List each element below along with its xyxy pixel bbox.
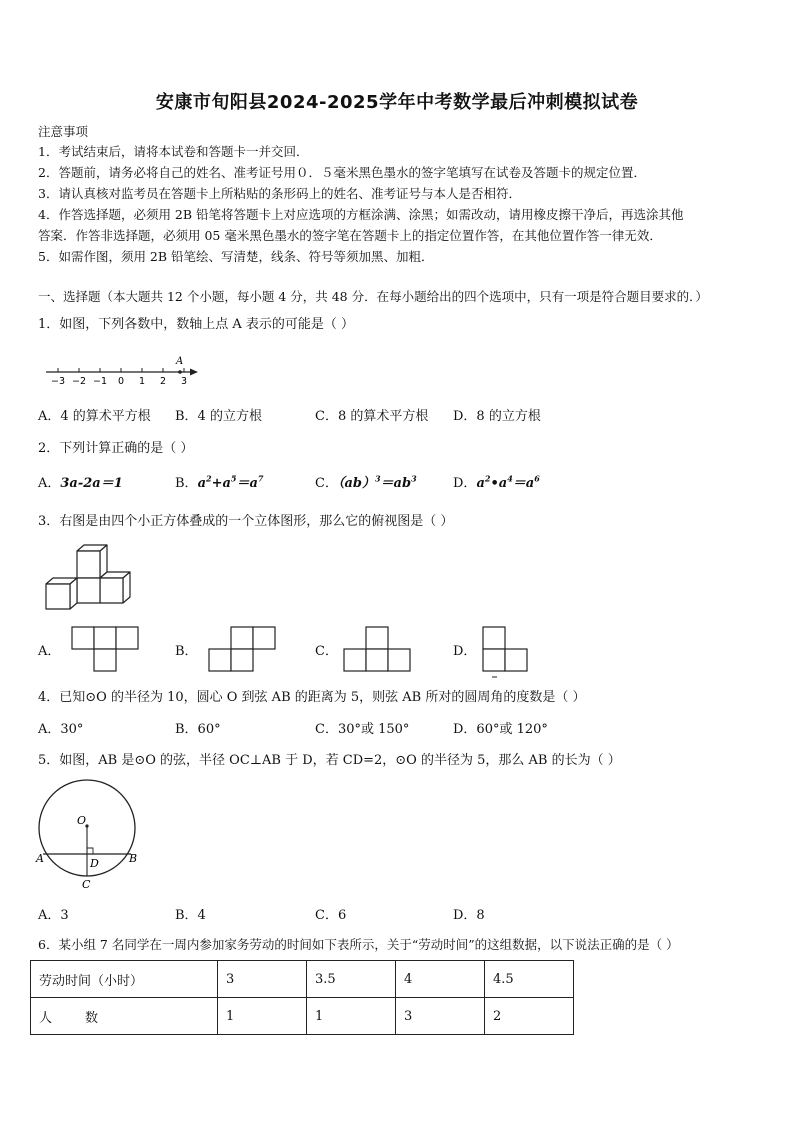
exponent: 6 <box>534 473 540 484</box>
exponent: 2 <box>206 473 212 484</box>
expr-part: ＝a <box>512 476 535 491</box>
cube-stack-figure <box>44 544 140 610</box>
q3-option-b-figure <box>209 627 277 673</box>
question-3-stem: 3．右图是由四个小正方体叠成的一个立体图形，那么它的俯视图是（ ） <box>38 514 454 529</box>
label-a: A <box>36 852 44 865</box>
axis-tick-label: −1 <box>92 376 108 387</box>
table-cell: 3.5 <box>307 961 396 998</box>
expr-part: a <box>197 476 206 491</box>
q3-option-c-label: C． <box>315 644 338 659</box>
notice-item-3: 3．请认真核对监考员在答题卡上所粘贴的条形码上的姓名、准考证号与本人是否相符． <box>38 186 521 201</box>
q3-option-d-label: D． <box>453 644 477 659</box>
section-heading: 一、选择题（本大题共 12 个小题，每小题 4 分，共 48 分．在每小题给出的四个选项中，只有一项是符合题目要求的．） <box>38 289 708 304</box>
table-cell: 劳动时间（小时） <box>31 961 218 998</box>
expr-part: ＝ab <box>380 476 412 491</box>
exponent: 2 <box>484 473 491 484</box>
table-cell: 2 <box>485 998 574 1035</box>
expr-part: （ab） <box>337 476 375 491</box>
q2-option-a <box>38 472 123 491</box>
paper-title: 安康市旬阳县2024-2025学年中考数学最后冲刺模拟试卷 <box>155 92 639 113</box>
number-line-figure <box>40 352 200 388</box>
exponent: 4 <box>507 473 513 484</box>
option-label: B． <box>175 476 198 491</box>
label-b: B <box>129 852 138 865</box>
axis-tick-label: 1 <box>138 376 146 387</box>
q4-option-a: A．30° <box>38 722 84 737</box>
table-row <box>31 961 574 998</box>
expr-part: •a <box>490 476 508 491</box>
option-label: C． <box>315 476 338 491</box>
q3-option-c-figure <box>344 627 412 673</box>
q4-option-b: B．60° <box>175 722 221 737</box>
q3-option-d-figure <box>483 627 531 679</box>
q5-option-d: D．8 <box>453 908 485 923</box>
q1-option-d: D．8 的立方根 <box>453 409 541 424</box>
question-5-stem: 5．如图，AB 是⊙O 的弦，半径 OC⊥AB 于 D，若 CD=2，⊙O 的半径为 5，那么 AB 的长为（ ） <box>38 753 621 768</box>
exponent: 7 <box>257 473 264 484</box>
table-cell: 1 <box>218 998 307 1035</box>
expr-part: ＝a <box>236 476 258 491</box>
question-6-stem: 6．某小组 7 名同学在一周内参加家务劳动的时间如下表所示，关于“劳动时间”的这组数据，以下说法正确的是（ ） <box>38 937 679 952</box>
q5-option-c: C．6 <box>315 908 347 923</box>
circle-chord-figure <box>36 778 142 892</box>
expr-part: a <box>476 476 485 491</box>
q4-option-d: D．60°或 120° <box>453 722 548 737</box>
table-cell: 人 数 <box>31 998 218 1035</box>
q4-option-c: C．30°或 150° <box>315 722 410 737</box>
expr-part: +a <box>211 476 231 491</box>
q2-option-c <box>315 472 417 491</box>
q5-option-b: B．4 <box>175 908 206 923</box>
q2-option-b <box>175 472 264 491</box>
q1-option-b: B．4 的立方根 <box>175 409 262 424</box>
exponent: 5 <box>230 473 237 484</box>
notice-item-5: 5．如需作图，须用 2B 铅笔绘、写清楚，线条、符号等须加黑、加粗． <box>38 249 434 264</box>
labor-time-table <box>30 960 574 1035</box>
q1-option-c: C．8 的算术平方根 <box>315 409 429 424</box>
table-cell: 3 <box>396 998 485 1035</box>
label-o: O <box>77 814 87 827</box>
q5-option-a: A．3 <box>38 908 69 923</box>
q3-option-a-figure <box>72 627 140 673</box>
table-cell: 3 <box>218 961 307 998</box>
q3-option-b-label: B． <box>175 644 198 659</box>
notice-item-4-cont: 答案．作答非选择题，必须用 05 毫米黑色墨水的签字笔在答题卡上的指定位置作答，在其他位置作答一律无效． <box>38 228 662 243</box>
notice-item-1: 1．考试结束后，请将本试卷和答题卡一并交回． <box>38 144 309 159</box>
table-cell: 4 <box>396 961 485 998</box>
option-label: A． <box>38 476 61 491</box>
exponent: 3 <box>411 473 417 484</box>
label-d: D <box>90 857 99 870</box>
option-expression: 3a-2a＝1 <box>60 476 123 491</box>
table-row <box>31 998 574 1035</box>
axis-tick-label: 2 <box>159 376 167 387</box>
table-cell: 1 <box>307 998 396 1035</box>
notice-item-4: 4．作答选择题，必须用 2B 铅笔将答题卡上对应选项的方框涂满、涂黑；如需改动，请用橡皮擦干净后，再选涂其他 <box>38 207 684 222</box>
question-1-stem: 1．如图，下列各数中，数轴上点 A 表示的可能是（ ） <box>38 317 355 332</box>
axis-tick-label: −2 <box>71 376 87 387</box>
label-c: C <box>82 878 91 891</box>
question-4-stem: 4．已知⊙O 的半径为 10，圆心 O 到弦 AB 的距离为 5，则弦 AB 所对的圆周角的度数是（ ） <box>38 690 586 705</box>
question-2-stem: 2．下列计算正确的是（ ） <box>38 441 194 456</box>
axis-tick-label: 0 <box>117 376 125 387</box>
q3-option-a-label: A． <box>38 644 61 659</box>
table-cell: 4.5 <box>485 961 574 998</box>
option-label: D． <box>453 476 477 491</box>
notice-heading: 注意事项 <box>38 124 89 139</box>
right-angle-mark <box>87 848 93 854</box>
q2-option-d <box>453 472 540 491</box>
point-a-marker <box>178 370 182 374</box>
axis-tick-label: 3 <box>180 376 188 387</box>
axis-tick-label: −3 <box>50 376 66 387</box>
notice-item-2: 2．答题前，请务必将自己的姓名、准考证号用０．５毫米黑色墨水的签字笔填写在试卷及答题卡的规定位置． <box>38 165 646 180</box>
q1-option-a: A．4 的算术平方根 <box>38 409 151 424</box>
point-a-label: A <box>176 356 184 367</box>
exponent: 3 <box>374 473 381 484</box>
